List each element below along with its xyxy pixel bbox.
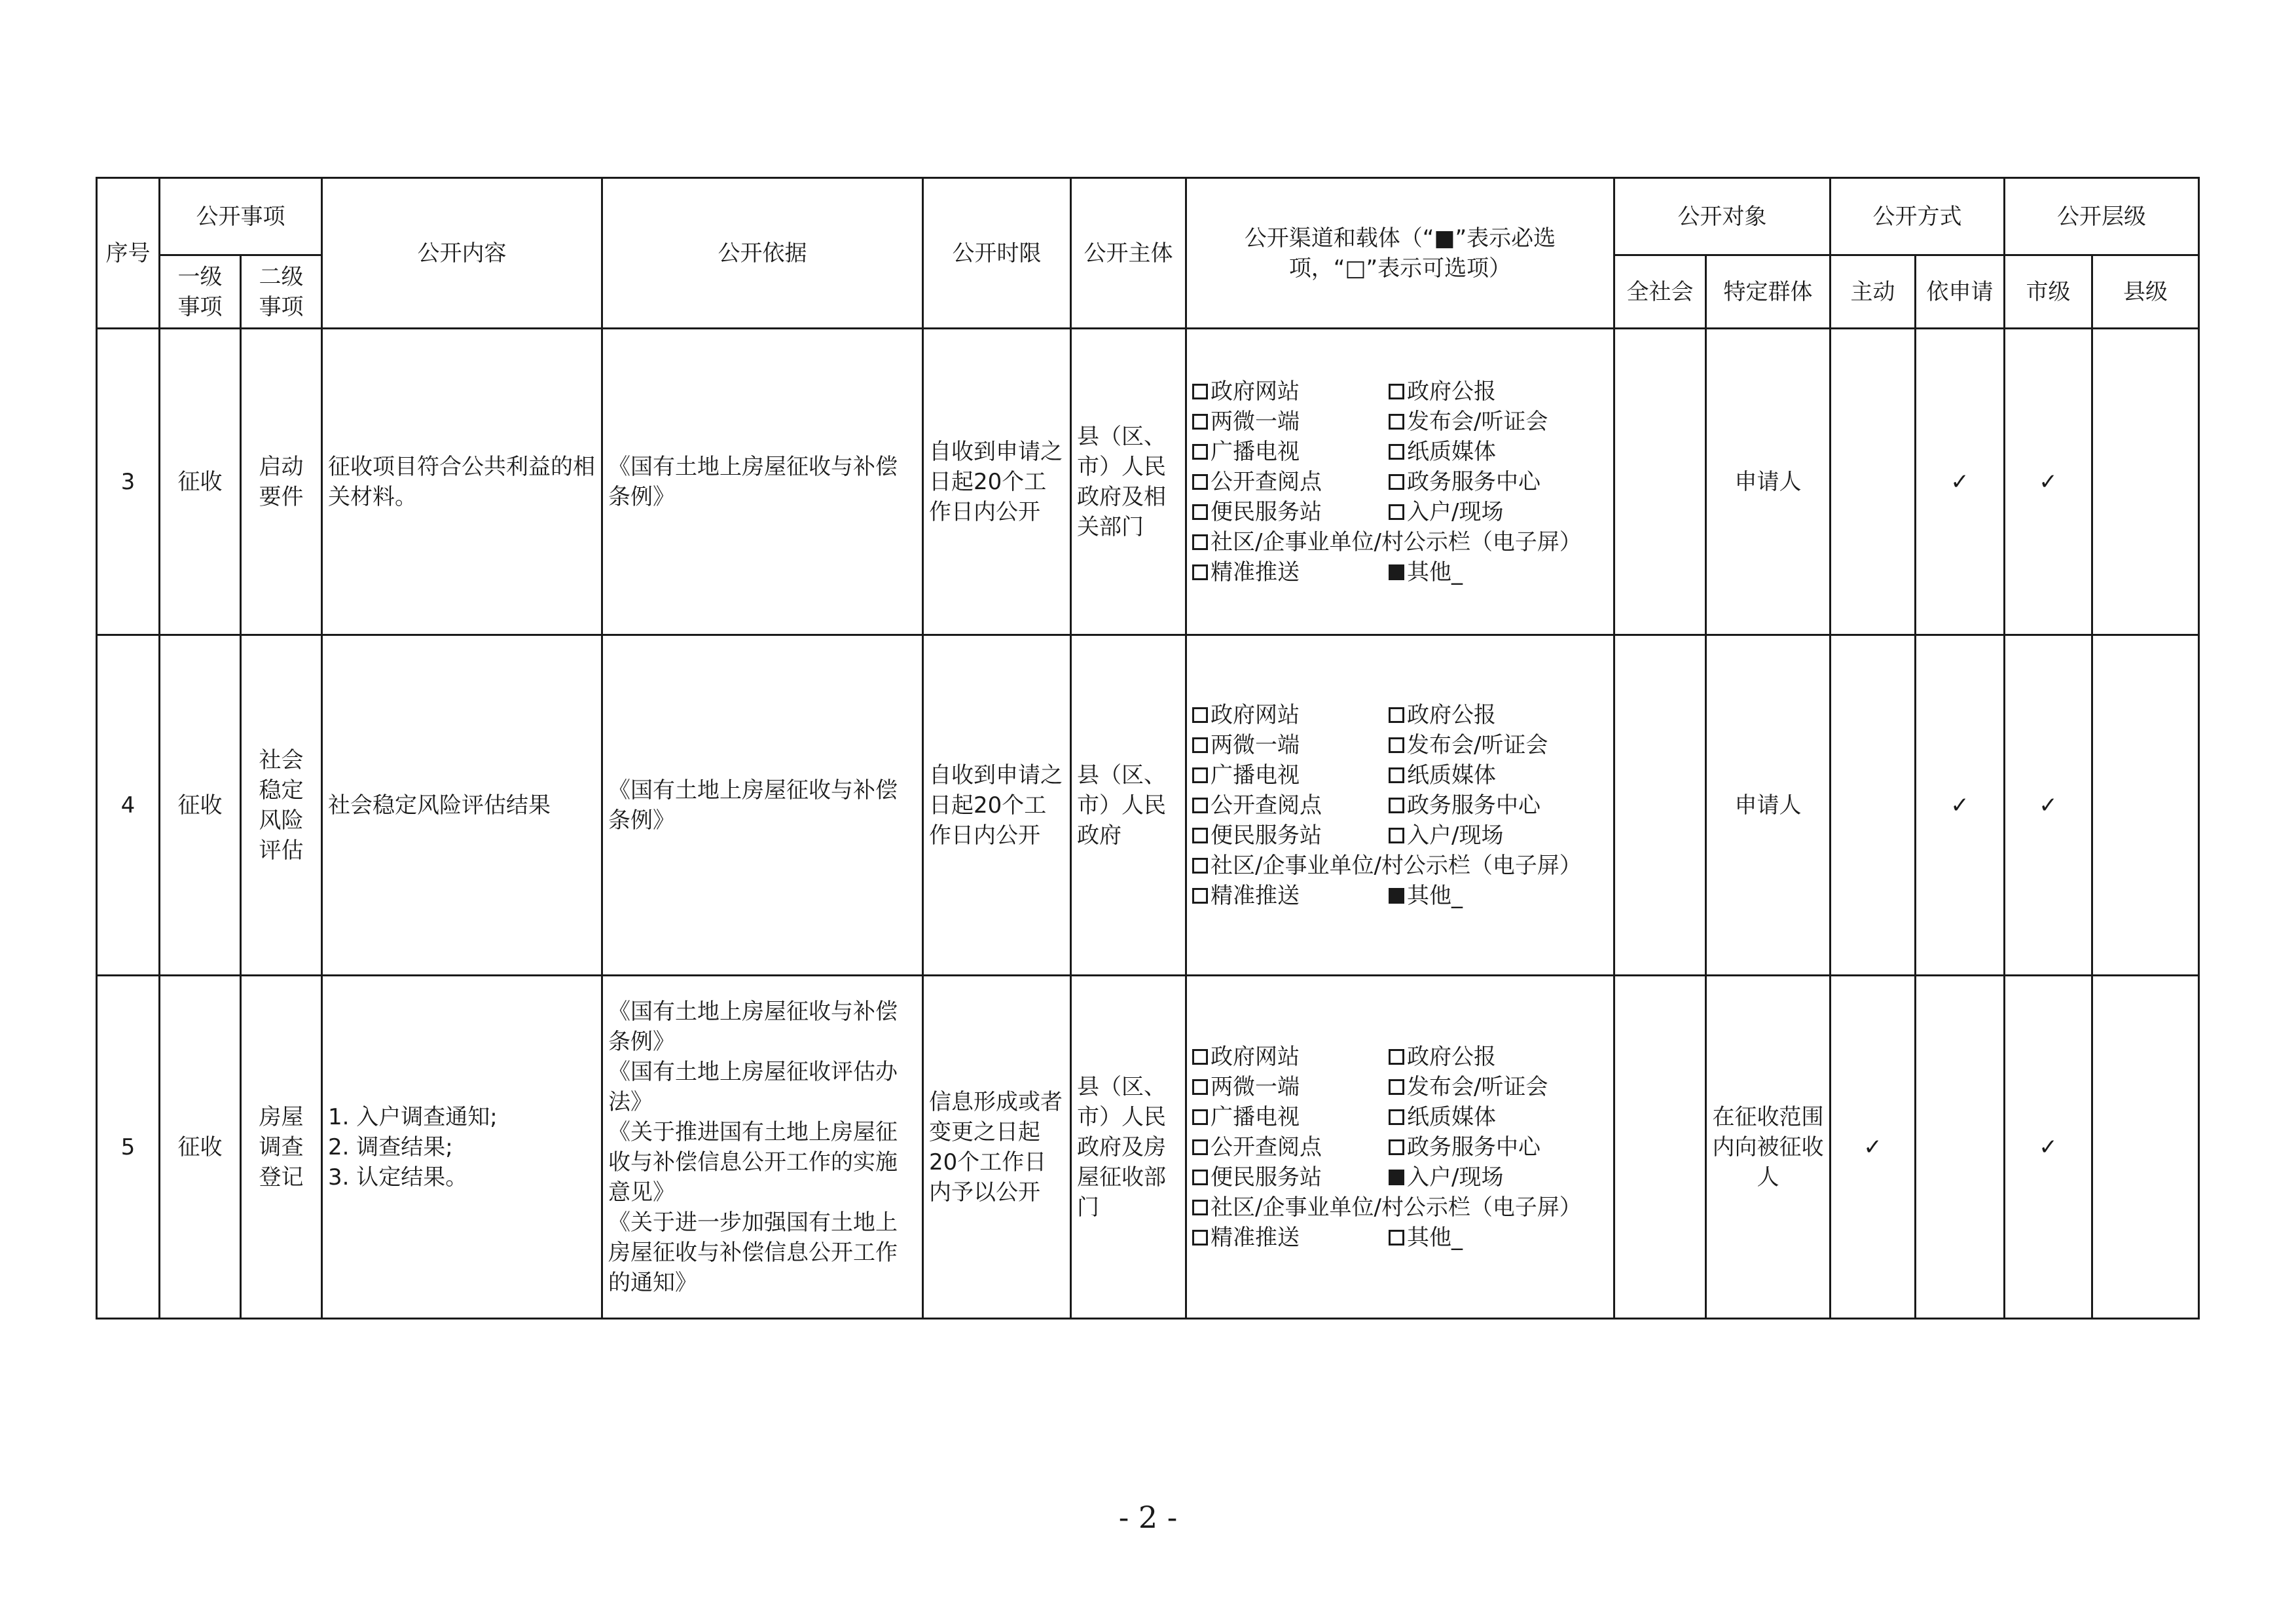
channel-label: 社区/企事业单位/村公示栏（电子屏）: [1211, 852, 1582, 879]
unchecked-box-icon: [1389, 707, 1404, 723]
header-method-group: 公开方式: [1831, 178, 2005, 255]
header-seq: 序号: [97, 178, 160, 329]
unchecked-box-icon: [1192, 1109, 1208, 1125]
row-level-city: ✓: [2005, 976, 2092, 1319]
header-level1: 一级 事项: [160, 255, 241, 329]
channel-label: 政府公报: [1407, 701, 1496, 728]
channel-label: 入户/现场: [1407, 1164, 1504, 1190]
channel-option: [1389, 377, 1585, 407]
unchecked-box-icon: [1192, 707, 1208, 723]
checked-box-icon: [1389, 1170, 1404, 1185]
channel-label: 政务服务中心: [1407, 468, 1540, 495]
channel-option: [1389, 881, 1585, 911]
channel-option: [1389, 407, 1585, 437]
channel-option: [1192, 407, 1389, 437]
channel-label: 便民服务站: [1211, 822, 1322, 849]
row-level2: 社会 稳定 风险 评估: [241, 635, 322, 976]
row-method-active: ✓: [1831, 976, 1916, 1319]
channel-label: 公开查阅点: [1211, 1134, 1322, 1160]
channel-option: [1192, 700, 1389, 730]
row-level-county: [2092, 635, 2199, 976]
channel-label: 纸质媒体: [1407, 762, 1496, 788]
header-method-active: 主动: [1831, 255, 1916, 329]
channel-label: 政务服务中心: [1407, 1134, 1540, 1160]
unchecked-box-icon: [1192, 534, 1208, 550]
channel-label: 发布会/听证会: [1407, 731, 1548, 758]
row-method-request: ✓: [1916, 329, 2005, 635]
channel-label: 政府网站: [1211, 1043, 1300, 1070]
unchecked-box-icon: [1389, 504, 1404, 520]
channel-label: 两微一端: [1211, 1073, 1300, 1100]
unchecked-box-icon: [1192, 858, 1208, 874]
unchecked-box-icon: [1192, 504, 1208, 520]
header-level2: 二级 事项: [241, 255, 322, 329]
row-audience-specific: 在征收范围内向被征收人: [1706, 976, 1831, 1319]
channel-option: [1389, 557, 1585, 587]
channel-label: 精准推送: [1211, 1224, 1300, 1251]
row-basis: 《国有土地上房屋征收与补偿条例》 《国有土地上房屋征收评估办法》 《关于推进国有土地上房屋征收与补偿信息公开工作的实施意见》 《关于进一步加强国有土地上房屋征收与补偿信息公开工作的通知》: [602, 976, 923, 1319]
channel-option: [1192, 557, 1389, 587]
unchecked-box-icon: [1192, 1079, 1208, 1095]
channel-option: [1389, 1072, 1585, 1102]
row-content: 1. 入户调查通知; 2. 调查结果; 3. 认定结果。: [322, 976, 602, 1319]
table-row: [97, 976, 2199, 1319]
channel-label: 政务服务中心: [1407, 792, 1540, 819]
table-body: [97, 329, 2199, 1319]
unchecked-box-icon: [1192, 414, 1208, 430]
unchecked-box-icon: [1389, 414, 1404, 430]
channel-option: [1192, 790, 1389, 821]
checked-box-icon: [1389, 564, 1404, 580]
row-channels: [1186, 635, 1614, 976]
row-level-county: [2092, 329, 2199, 635]
header-level-group: 公开层级: [2005, 178, 2199, 255]
unchecked-box-icon: [1192, 1139, 1208, 1155]
row-level1: 征收: [160, 635, 241, 976]
channel-label: 便民服务站: [1211, 1164, 1322, 1190]
channel-label: 政府公报: [1407, 378, 1496, 405]
row-seq: 5: [97, 976, 160, 1319]
row-content: 社会稳定风险评估结果: [322, 635, 602, 976]
unchecked-box-icon: [1389, 798, 1404, 813]
channel-option: [1192, 527, 1585, 557]
channel-option: [1389, 467, 1585, 497]
unchecked-box-icon: [1192, 564, 1208, 580]
unchecked-box-icon: [1389, 1109, 1404, 1125]
row-basis: 《国有土地上房屋征收与补偿条例》: [602, 635, 923, 976]
unchecked-box-icon: [1192, 767, 1208, 783]
channel-label: 其他_: [1407, 559, 1463, 585]
unchecked-box-icon: [1192, 474, 1208, 490]
unchecked-box-icon: [1389, 474, 1404, 490]
row-subject: 县（区、市）人民政府及相关部门: [1071, 329, 1186, 635]
channel-label: 广播电视: [1211, 438, 1300, 465]
table-row: [97, 635, 2199, 976]
channel-list: [1192, 377, 1608, 587]
header-content: 公开内容: [322, 178, 602, 329]
unchecked-box-icon: [1192, 828, 1208, 843]
header-basis: 公开依据: [602, 178, 923, 329]
header-method-request: 依申请: [1916, 255, 2005, 329]
unchecked-box-icon: [1389, 384, 1404, 399]
header-audience-specific: 特定群体: [1706, 255, 1831, 329]
row-audience-all: [1614, 976, 1706, 1319]
channel-option: [1192, 1102, 1389, 1132]
row-time-limit: 自收到申请之日起20个工作日内公开: [923, 635, 1071, 976]
row-level-county: [2092, 976, 2199, 1319]
channel-list: [1192, 700, 1608, 911]
row-audience-all: [1614, 329, 1706, 635]
channel-label: 精准推送: [1211, 882, 1300, 909]
channel-option: [1192, 1132, 1389, 1162]
channel-option: [1192, 1223, 1389, 1253]
channel-label: 精准推送: [1211, 559, 1300, 585]
channel-option: [1192, 851, 1585, 881]
row-audience-all: [1614, 635, 1706, 976]
row-level-city: ✓: [2005, 635, 2092, 976]
channel-label: 其他_: [1407, 882, 1463, 909]
row-method-active: [1831, 635, 1916, 976]
channel-label: 社区/企事业单位/村公示栏（电子屏）: [1211, 1194, 1582, 1221]
header-time-limit: 公开时限: [923, 178, 1071, 329]
channel-option: [1192, 377, 1389, 407]
header-level-city: 市级: [2005, 255, 2092, 329]
table-header: [97, 178, 2199, 329]
unchecked-box-icon: [1389, 1230, 1404, 1246]
channel-option: [1389, 1162, 1585, 1192]
disclosure-table: [96, 177, 2200, 1320]
channel-option: [1389, 437, 1585, 467]
channel-label: 社区/企事业单位/村公示栏（电子屏）: [1211, 528, 1582, 555]
channel-list: [1192, 1042, 1608, 1253]
row-seq: 4: [97, 635, 160, 976]
header-items-group: 公开事项: [160, 178, 322, 255]
channel-label: 便民服务站: [1211, 498, 1322, 525]
header-channels: 公开渠道和载体（“■”表示必选项，“□”表示可选项）: [1186, 178, 1614, 329]
row-time-limit: 自收到申请之日起20个工作日内公开: [923, 329, 1071, 635]
channel-option: [1192, 467, 1389, 497]
checked-box-icon: [1389, 888, 1404, 904]
row-level2: 启动 要件: [241, 329, 322, 635]
row-audience-specific: 申请人: [1706, 635, 1831, 976]
header-audience-group: 公开对象: [1614, 178, 1831, 255]
table-row: [97, 329, 2199, 635]
channel-option: [1192, 437, 1389, 467]
channel-label: 发布会/听证会: [1407, 408, 1548, 435]
channel-option: [1192, 821, 1389, 851]
channel-option: [1389, 790, 1585, 821]
channel-option: [1192, 1192, 1585, 1223]
unchecked-box-icon: [1389, 828, 1404, 843]
unchecked-box-icon: [1389, 1049, 1404, 1065]
row-level1: 征收: [160, 329, 241, 635]
row-content: 征收项目符合公共利益的相关材料。: [322, 329, 602, 635]
channel-label: 公开查阅点: [1211, 468, 1322, 495]
channel-label: 其他_: [1407, 1224, 1463, 1251]
unchecked-box-icon: [1192, 888, 1208, 904]
row-basis: 《国有土地上房屋征收与补偿条例》: [602, 329, 923, 635]
unchecked-box-icon: [1192, 444, 1208, 460]
header-level-county: 县级: [2092, 255, 2199, 329]
channel-label: 纸质媒体: [1407, 1103, 1496, 1130]
channel-label: 纸质媒体: [1407, 438, 1496, 465]
row-method-active: [1831, 329, 1916, 635]
channel-option: [1389, 760, 1585, 790]
channel-option: [1389, 1223, 1585, 1253]
channel-label: 入户/现场: [1407, 498, 1504, 525]
row-time-limit: 信息形成或者变更之日起20个工作日内予以公开: [923, 976, 1071, 1319]
row-method-request: [1916, 976, 2005, 1319]
unchecked-box-icon: [1389, 737, 1404, 753]
channel-option: [1389, 1132, 1585, 1162]
channel-option: [1192, 1162, 1389, 1192]
row-level1: 征收: [160, 976, 241, 1319]
row-audience-specific: 申请人: [1706, 329, 1831, 635]
unchecked-box-icon: [1192, 384, 1208, 399]
unchecked-box-icon: [1192, 737, 1208, 753]
channel-option: [1389, 730, 1585, 760]
channel-option: [1389, 700, 1585, 730]
channel-option: [1192, 730, 1389, 760]
row-level-city: ✓: [2005, 329, 2092, 635]
channel-option: [1192, 1042, 1389, 1072]
channel-label: 政府网站: [1211, 701, 1300, 728]
channel-label: 两微一端: [1211, 731, 1300, 758]
channel-label: 广播电视: [1211, 1103, 1300, 1130]
channel-option: [1192, 881, 1389, 911]
unchecked-box-icon: [1389, 767, 1404, 783]
unchecked-box-icon: [1192, 1049, 1208, 1065]
channel-label: 公开查阅点: [1211, 792, 1322, 819]
channel-label: 广播电视: [1211, 762, 1300, 788]
channel-option: [1192, 1072, 1389, 1102]
channel-label: 入户/现场: [1407, 822, 1504, 849]
channel-option: [1192, 497, 1389, 527]
channel-option: [1389, 1042, 1585, 1072]
channel-label: 发布会/听证会: [1407, 1073, 1548, 1100]
row-subject: 县（区、市）人民政府及房屋征收部门: [1071, 976, 1186, 1319]
row-channels: [1186, 329, 1614, 635]
channel-option: [1192, 760, 1389, 790]
unchecked-box-icon: [1389, 1139, 1404, 1155]
unchecked-box-icon: [1192, 1230, 1208, 1246]
unchecked-box-icon: [1192, 1200, 1208, 1215]
channel-option: [1389, 497, 1585, 527]
row-method-request: ✓: [1916, 635, 2005, 976]
row-channels: [1186, 976, 1614, 1319]
channel-option: [1389, 821, 1585, 851]
page-number: - 2 -: [1118, 1500, 1178, 1535]
channel-label: 两微一端: [1211, 408, 1300, 435]
unchecked-box-icon: [1389, 1079, 1404, 1095]
channel-option: [1389, 1102, 1585, 1132]
row-subject: 县（区、市）人民政府: [1071, 635, 1186, 976]
row-level2: 房屋 调查 登记: [241, 976, 322, 1319]
unchecked-box-icon: [1389, 444, 1404, 460]
channel-label: 政府网站: [1211, 378, 1300, 405]
row-seq: 3: [97, 329, 160, 635]
channel-label: 政府公报: [1407, 1043, 1496, 1070]
header-audience-all: 全社会: [1614, 255, 1706, 329]
unchecked-box-icon: [1192, 1170, 1208, 1185]
header-subject: 公开主体: [1071, 178, 1186, 329]
unchecked-box-icon: [1192, 798, 1208, 813]
